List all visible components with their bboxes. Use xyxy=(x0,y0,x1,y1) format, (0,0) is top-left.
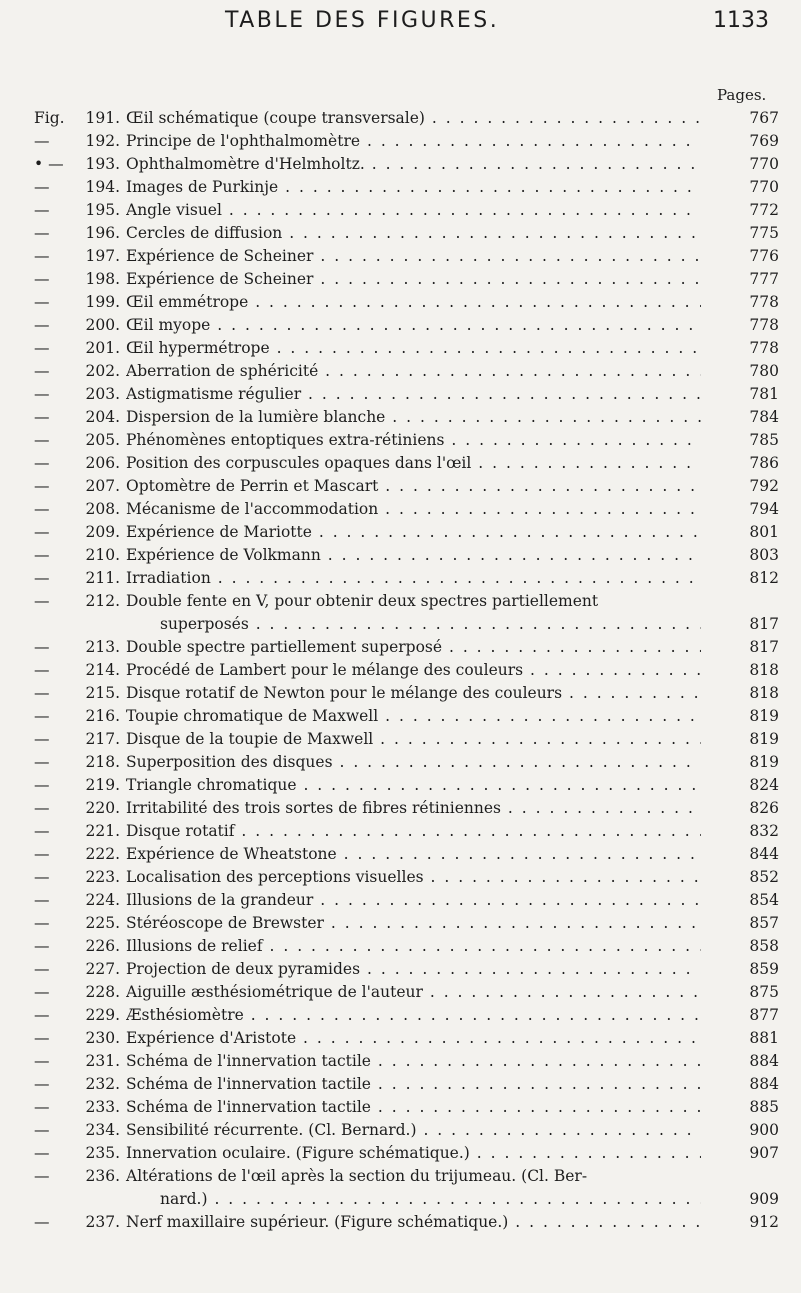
figure-title: Angle visuel . . . xyxy=(126,199,701,222)
list-item xyxy=(0,1211,801,1234)
list-item xyxy=(0,935,801,958)
list-item xyxy=(0,705,801,728)
figure-title: Sensibilité récurrente. (Cl. Bernard.) . . . xyxy=(126,1119,701,1142)
page-reference: 857 xyxy=(749,914,779,932)
figure-title: Disque rotatif de Newton pour le mélange des couleurs . . . xyxy=(126,682,701,705)
entry-prefix: — xyxy=(34,270,50,288)
figure-title: Optomètre de Perrin et Mascart . . . xyxy=(126,475,701,498)
figure-number: 199. xyxy=(85,293,120,311)
entry-prefix: — xyxy=(34,546,50,564)
figure-title: Procédé de Lambert pour le mélange des couleurs . . . xyxy=(126,659,701,682)
list-item xyxy=(0,268,801,291)
entry-prefix: — xyxy=(34,569,50,587)
figure-title: Astigmatisme régulier . . . xyxy=(126,383,701,406)
page-reference: 775 xyxy=(749,224,779,242)
entry-prefix: — xyxy=(34,523,50,541)
figure-number: 236. xyxy=(85,1167,120,1185)
page-reference: 900 xyxy=(749,1121,779,1139)
figure-number: 237. xyxy=(85,1213,120,1231)
figure-title: Phénomènes entoptiques extra-rétiniens . . . xyxy=(126,429,701,452)
entry-prefix: — xyxy=(34,408,50,426)
entry-prefix: — xyxy=(34,431,50,449)
figure-title: Position des corpuscules opaques dans l'œil . . . xyxy=(126,452,701,475)
entry-prefix: — xyxy=(34,1052,50,1070)
page-reference: 858 xyxy=(749,937,779,955)
page-reference: 770 xyxy=(749,178,779,196)
figure-number: 222. xyxy=(85,845,120,863)
figure-list xyxy=(0,107,801,1234)
figure-title: Principe de l'ophthalmomètre . . . xyxy=(126,130,701,153)
entry-prefix: — xyxy=(34,500,50,518)
figure-title: Æsthésiomètre . . . xyxy=(126,1004,701,1027)
page-reference: 792 xyxy=(749,477,779,495)
figure-title: Cercles de diffusion . . . xyxy=(126,222,701,245)
figure-number: 217. xyxy=(85,730,120,748)
figure-title: Disque rotatif . . . xyxy=(126,820,701,843)
entry-prefix: — xyxy=(34,1121,50,1139)
page-reference: 784 xyxy=(749,408,779,426)
list-item xyxy=(0,958,801,981)
page-reference: 777 xyxy=(749,270,779,288)
list-item xyxy=(0,544,801,567)
page-reference: 812 xyxy=(749,569,779,587)
entry-prefix: — xyxy=(34,960,50,978)
figure-number: 204. xyxy=(85,408,120,426)
figure-title: Expérience de Wheatstone . . . xyxy=(126,843,701,866)
page-reference: 859 xyxy=(749,960,779,978)
figure-title: Œil emmétrope . . . xyxy=(126,291,701,314)
entry-prefix: — xyxy=(34,132,50,150)
list-item xyxy=(0,659,801,682)
page-reference: 884 xyxy=(749,1052,779,1070)
page-header xyxy=(0,8,801,42)
figure-number: 197. xyxy=(85,247,120,265)
list-item xyxy=(0,291,801,314)
page-number: 1133 xyxy=(713,8,769,33)
list-item xyxy=(0,751,801,774)
list-item xyxy=(0,590,801,636)
figure-title: Localisation des perceptions visuelles . . . xyxy=(126,866,701,889)
figure-title: Illusions de la grandeur . . . xyxy=(126,889,701,912)
figure-number: 216. xyxy=(85,707,120,725)
entry-prefix: — xyxy=(34,776,50,794)
entry-prefix: — xyxy=(34,1075,50,1093)
figure-title: Projection de deux pyramides . . . xyxy=(126,958,701,981)
page-reference: 832 xyxy=(749,822,779,840)
figure-title: Mécanisme de l'accommodation . . . xyxy=(126,498,701,521)
list-item xyxy=(0,452,801,475)
page-reference: 826 xyxy=(749,799,779,817)
figure-title: Stéréoscope de Brewster . . . xyxy=(126,912,701,935)
list-item xyxy=(0,130,801,153)
list-item xyxy=(0,567,801,590)
figure-number: 228. xyxy=(85,983,120,1001)
page-reference: 772 xyxy=(749,201,779,219)
figure-title: Superposition des disques . . . xyxy=(126,751,701,774)
entry-prefix: — xyxy=(34,385,50,403)
figure-number: 230. xyxy=(85,1029,120,1047)
list-item xyxy=(0,1073,801,1096)
list-item xyxy=(0,475,801,498)
figure-number: 215. xyxy=(85,684,120,702)
entry-prefix: — xyxy=(34,661,50,679)
list-item xyxy=(0,981,801,1004)
entry-prefix: — xyxy=(34,316,50,334)
figure-title: Innervation oculaire. (Figure schématique.) . . . xyxy=(126,1142,701,1165)
figure-number: 205. xyxy=(85,431,120,449)
list-item xyxy=(0,199,801,222)
entry-prefix: — xyxy=(34,983,50,1001)
entry-prefix: — xyxy=(34,454,50,472)
figure-number: 209. xyxy=(85,523,120,541)
list-item xyxy=(0,107,801,130)
page-reference: 817 xyxy=(749,615,779,633)
page-reference: 881 xyxy=(749,1029,779,1047)
figure-title: Double spectre partiellement superposé . . . xyxy=(126,636,701,659)
figure-number: 229. xyxy=(85,1006,120,1024)
list-item xyxy=(0,406,801,429)
figure-number: 206. xyxy=(85,454,120,472)
page-reference: 770 xyxy=(749,155,779,173)
entry-prefix: — xyxy=(34,339,50,357)
page-reference: 885 xyxy=(749,1098,779,1116)
entry-prefix: — xyxy=(34,891,50,909)
page-reference: 781 xyxy=(749,385,779,403)
page-reference: 819 xyxy=(749,730,779,748)
entry-prefix: — xyxy=(34,730,50,748)
list-item xyxy=(0,636,801,659)
figure-title: Irradiation . . . xyxy=(126,567,701,590)
list-item xyxy=(0,1142,801,1165)
figure-number: 233. xyxy=(85,1098,120,1116)
page-reference: 778 xyxy=(749,293,779,311)
page-reference: 794 xyxy=(749,500,779,518)
list-item xyxy=(0,728,801,751)
figure-number: 224. xyxy=(85,891,120,909)
list-item xyxy=(0,498,801,521)
list-item xyxy=(0,383,801,406)
figure-number: 221. xyxy=(85,822,120,840)
figure-number: 219. xyxy=(85,776,120,794)
running-title: TABLE DES FIGURES. xyxy=(225,8,500,33)
list-item xyxy=(0,820,801,843)
list-item xyxy=(0,1096,801,1119)
figure-number: 192. xyxy=(85,132,120,150)
list-item xyxy=(0,889,801,912)
page-reference: 875 xyxy=(749,983,779,1001)
list-item xyxy=(0,682,801,705)
figure-number: 235. xyxy=(85,1144,120,1162)
figure-number: 196. xyxy=(85,224,120,242)
figure-number: 218. xyxy=(85,753,120,771)
list-item xyxy=(0,1119,801,1142)
figure-title: Œil hypermétrope . . . xyxy=(126,337,701,360)
figure-number: 214. xyxy=(85,661,120,679)
entry-prefix: — xyxy=(34,845,50,863)
page-reference: 844 xyxy=(749,845,779,863)
entry-prefix: — xyxy=(34,707,50,725)
figure-number: 213. xyxy=(85,638,120,656)
page-reference: 776 xyxy=(749,247,779,265)
entry-prefix: — xyxy=(34,201,50,219)
list-item xyxy=(0,1004,801,1027)
entry-prefix: — xyxy=(34,638,50,656)
figure-title: Expérience de Mariotte . . . xyxy=(126,521,701,544)
list-item xyxy=(0,521,801,544)
entry-prefix: — xyxy=(34,247,50,265)
page-reference: 819 xyxy=(749,707,779,725)
list-item xyxy=(0,1165,801,1211)
page-reference: 767 xyxy=(749,109,779,127)
figure-number: 201. xyxy=(85,339,120,357)
page-reference: 818 xyxy=(749,661,779,679)
page-reference: 801 xyxy=(749,523,779,541)
page-reference: 818 xyxy=(749,684,779,702)
page-reference: 780 xyxy=(749,362,779,380)
figure-title: Ophthalmomètre d'Helmholtz. . . . xyxy=(126,153,701,176)
list-item xyxy=(0,774,801,797)
figure-number: 200. xyxy=(85,316,120,334)
entry-prefix: — xyxy=(34,178,50,196)
figure-number: 225. xyxy=(85,914,120,932)
entry-prefix: — xyxy=(34,224,50,242)
entry-prefix: — xyxy=(34,799,50,817)
page-reference: 769 xyxy=(749,132,779,150)
figure-title: Nerf maxillaire supérieur. (Figure schématique.) . . . xyxy=(126,1211,701,1234)
entry-prefix: — xyxy=(34,1006,50,1024)
page-reference: 912 xyxy=(749,1213,779,1231)
entry-prefix: — xyxy=(34,1167,50,1185)
entry-prefix: — xyxy=(34,914,50,932)
figure-number: 212. xyxy=(85,592,120,610)
page-reference: 877 xyxy=(749,1006,779,1024)
entry-prefix: — xyxy=(34,822,50,840)
page-reference: 824 xyxy=(749,776,779,794)
figure-number: 234. xyxy=(85,1121,120,1139)
list-item xyxy=(0,314,801,337)
figure-title: Irritabilité des trois sortes de fibres rétiniennes . . . xyxy=(126,797,701,820)
entry-prefix: — xyxy=(34,477,50,495)
list-item xyxy=(0,429,801,452)
page-reference: 786 xyxy=(749,454,779,472)
page-reference: 785 xyxy=(749,431,779,449)
entry-prefix: — xyxy=(34,753,50,771)
page-reference: 907 xyxy=(749,1144,779,1162)
page-reference: 778 xyxy=(749,339,779,357)
figure-number: 208. xyxy=(85,500,120,518)
figure-title: Double fente en V, pour obtenir deux spectres partiellement xyxy=(126,592,599,610)
figure-title: Schéma de l'innervation tactile . . . xyxy=(126,1050,701,1073)
page-reference: 884 xyxy=(749,1075,779,1093)
figure-title: Œil myope . . . xyxy=(126,314,701,337)
entry-prefix: — xyxy=(34,1098,50,1116)
page-reference: 852 xyxy=(749,868,779,886)
list-item xyxy=(0,866,801,889)
figure-title: Triangle chromatique . . . xyxy=(126,774,701,797)
entry-prefix: — xyxy=(34,362,50,380)
figure-number: 210. xyxy=(85,546,120,564)
entry-prefix: — xyxy=(34,1144,50,1162)
figure-title: Images de Purkinje . . . xyxy=(126,176,701,199)
list-item xyxy=(0,222,801,245)
figure-title: Expérience de Scheiner . . . xyxy=(126,268,701,291)
entry-prefix: — xyxy=(34,1029,50,1047)
page-reference: 778 xyxy=(749,316,779,334)
entry-prefix: • — xyxy=(34,155,64,173)
entry-prefix: — xyxy=(34,293,50,311)
list-item xyxy=(0,245,801,268)
figure-number: 232. xyxy=(85,1075,120,1093)
page-reference: 819 xyxy=(749,753,779,771)
entry-prefix: — xyxy=(34,937,50,955)
list-item xyxy=(0,176,801,199)
list-item xyxy=(0,1050,801,1073)
figure-number: 223. xyxy=(85,868,120,886)
figure-title-continuation: nard.) . . . xyxy=(160,1188,701,1211)
list-item xyxy=(0,797,801,820)
figure-title: Toupie chromatique de Maxwell . . . xyxy=(126,705,701,728)
entry-prefix: — xyxy=(34,592,50,610)
figure-title: Expérience de Volkmann . . . xyxy=(126,544,701,567)
figure-title: Schéma de l'innervation tactile . . . xyxy=(126,1096,701,1119)
figure-title: Altérations de l'œil après la section du trijumeau. (Cl. Ber- xyxy=(126,1167,588,1185)
entry-prefix: — xyxy=(34,1213,50,1231)
entry-prefix: — xyxy=(34,684,50,702)
figure-number: 207. xyxy=(85,477,120,495)
figure-title: Expérience de Scheiner . . . xyxy=(126,245,701,268)
figure-title-continuation: superposés . . . xyxy=(160,613,701,636)
figure-number: 227. xyxy=(85,960,120,978)
figure-number: 194. xyxy=(85,178,120,196)
list-item xyxy=(0,1027,801,1050)
list-item xyxy=(0,912,801,935)
figure-number: 231. xyxy=(85,1052,120,1070)
figure-title: Illusions de relief . . . xyxy=(126,935,701,958)
figure-number: 203. xyxy=(85,385,120,403)
page-reference: 817 xyxy=(749,638,779,656)
list-item xyxy=(0,360,801,383)
figure-number: 220. xyxy=(85,799,120,817)
figure-title: Aberration de sphéricité . . . xyxy=(126,360,701,383)
list-item xyxy=(0,153,801,176)
figure-number: 191. xyxy=(85,109,120,127)
list-item xyxy=(0,337,801,360)
figure-number: 198. xyxy=(85,270,120,288)
page-reference: 854 xyxy=(749,891,779,909)
list-item xyxy=(0,843,801,866)
figure-title: Disque de la toupie de Maxwell . . . xyxy=(126,728,701,751)
figure-number: 226. xyxy=(85,937,120,955)
figure-title: Expérience d'Aristote . . . xyxy=(126,1027,701,1050)
figure-title: Schéma de l'innervation tactile . . . xyxy=(126,1073,701,1096)
figure-title: Aiguille æsthésiométrique de l'auteur . . . xyxy=(126,981,701,1004)
pages-column-label: Pages. xyxy=(717,86,767,104)
figure-title: Œil schématique (coupe transversale) . . . xyxy=(126,107,701,130)
page-reference: 803 xyxy=(749,546,779,564)
figure-number: 193. xyxy=(85,155,120,173)
page-reference: 909 xyxy=(749,1190,779,1208)
entry-prefix: Fig. xyxy=(34,109,65,127)
figure-number: 202. xyxy=(85,362,120,380)
figure-number: 211. xyxy=(85,569,120,587)
figure-title: Dispersion de la lumière blanche . . . xyxy=(126,406,701,429)
entry-prefix: — xyxy=(34,868,50,886)
figure-number: 195. xyxy=(85,201,120,219)
